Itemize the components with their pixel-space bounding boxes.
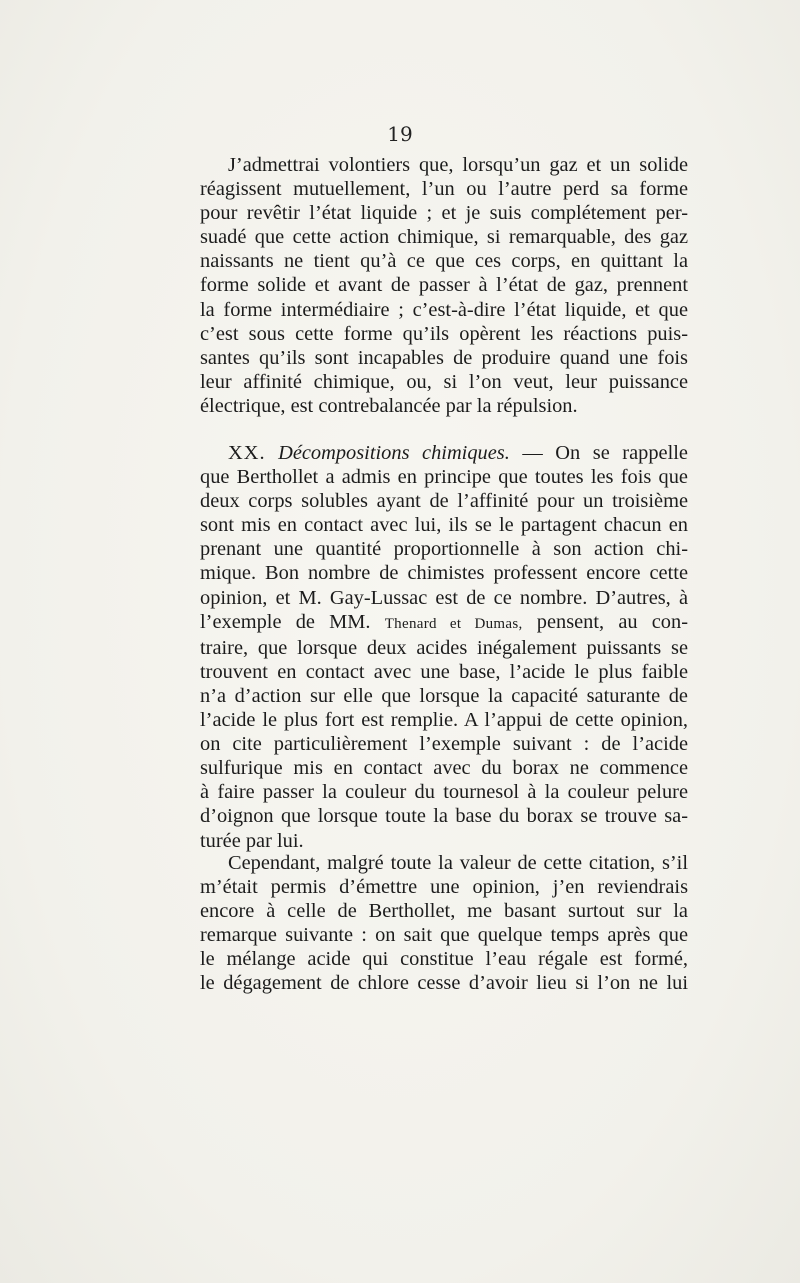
text-line: n’a d’action sur elle que lorsque la capacité saturante de — [200, 684, 688, 707]
text-fragment: — On se rappelle — [522, 442, 688, 464]
text-line: l’acide le plus fort est remplie. A l’appui de cette opinion, — [200, 709, 688, 732]
text-line: santes qu’ils sont incapables de produire quand une fois — [200, 346, 688, 369]
paragraph-cependant — [200, 851, 688, 996]
text-line: m’était permis d’émettre une opinion, j’en reviendrais — [200, 876, 688, 899]
text-line: le dégagement de chlore cesse d’avoir lieu si l’on ne lui — [200, 972, 688, 995]
text-line: leur affinité chimique, ou, si l’on veut, leur puissance — [200, 370, 688, 393]
text-line: suadé que cette action chimique, si remarquable, des gaz — [200, 226, 688, 249]
text-line: sulfurique mis en contact avec du borax ne commence — [200, 757, 688, 780]
page-number: 19 — [387, 122, 413, 146]
text-line: à faire passer la couleur du tournesol à la couleur pelure — [200, 781, 688, 804]
text-line: traire, que lorsque deux acides inégalement puissants se — [200, 636, 688, 659]
text-line: pour revêtir l’état liquide ; et je suis complétement per- — [200, 202, 688, 225]
text-line: naissants ne tient qu’à ce que ces corps, en quittant la — [200, 250, 688, 273]
section-title: Décompositions chimiques. — [278, 442, 510, 464]
text-fragment: l’exemple de MM. — [200, 610, 371, 633]
text-line: on cite particulièrement l’exemple suivant : de l’acide — [200, 733, 688, 756]
text-line: que Berthollet a admis en principe que toutes les fois que — [200, 466, 688, 489]
text-line: mique. Bon nombre de chimistes professent encore cette — [200, 562, 688, 585]
text-line: remarque suivante : on sait que quelque temps après que — [200, 924, 688, 947]
text-line: prenant une quantité proportionnelle à son action chi- — [200, 538, 688, 561]
text-line: encore à celle de Berthollet, me basant surtout sur la — [200, 900, 688, 923]
text-line: Cependant, malgré toute la valeur de cette citation, s’il — [228, 852, 688, 874]
text-line: la forme intermédiaire ; c’est-à-dire l’état liquide, et que — [200, 298, 688, 321]
text-line — [200, 610, 688, 636]
section-heading-line — [200, 441, 688, 465]
text-line: le mélange acide qui constitue l’eau régale est formé, — [200, 948, 688, 971]
paragraph-gas-solid — [200, 153, 688, 418]
text-line: opinion, et M. Gay-Lussac est de ce nombre. D’autres, à — [200, 586, 688, 609]
text-fragment: pensent, au con- — [536, 610, 688, 633]
author-names: Thenard et Dumas, — [384, 615, 523, 632]
text-line: forme solide et avant de passer à l’état de gaz, prennent — [200, 274, 688, 297]
section-number: XX. — [228, 442, 266, 464]
text-line: électrique, est contrebalancée par la répulsion. — [200, 394, 578, 417]
text-line: réagissent mutuellement, l’un ou l’autre perd sa forme — [200, 178, 688, 201]
section-xx-decompositions — [200, 441, 688, 853]
text-line: turée par lui. — [200, 829, 304, 852]
text-line: trouvent en contact avec une base, l’acide le plus faible — [200, 660, 688, 683]
text-line: deux corps solubles ayant de l’affinité pour un troisième — [200, 490, 688, 513]
text-line: d’oignon que lorsque toute la base du borax se trouve sa- — [200, 805, 688, 828]
text-line: c’est sous cette forme qu’ils opèrent les réactions puis- — [200, 322, 688, 345]
text-line: J’admettrai volontiers que, lorsqu’un gaz et un solide — [228, 154, 688, 176]
text-line: sont mis en contact avec lui, ils se le partagent chacun en — [200, 514, 688, 537]
